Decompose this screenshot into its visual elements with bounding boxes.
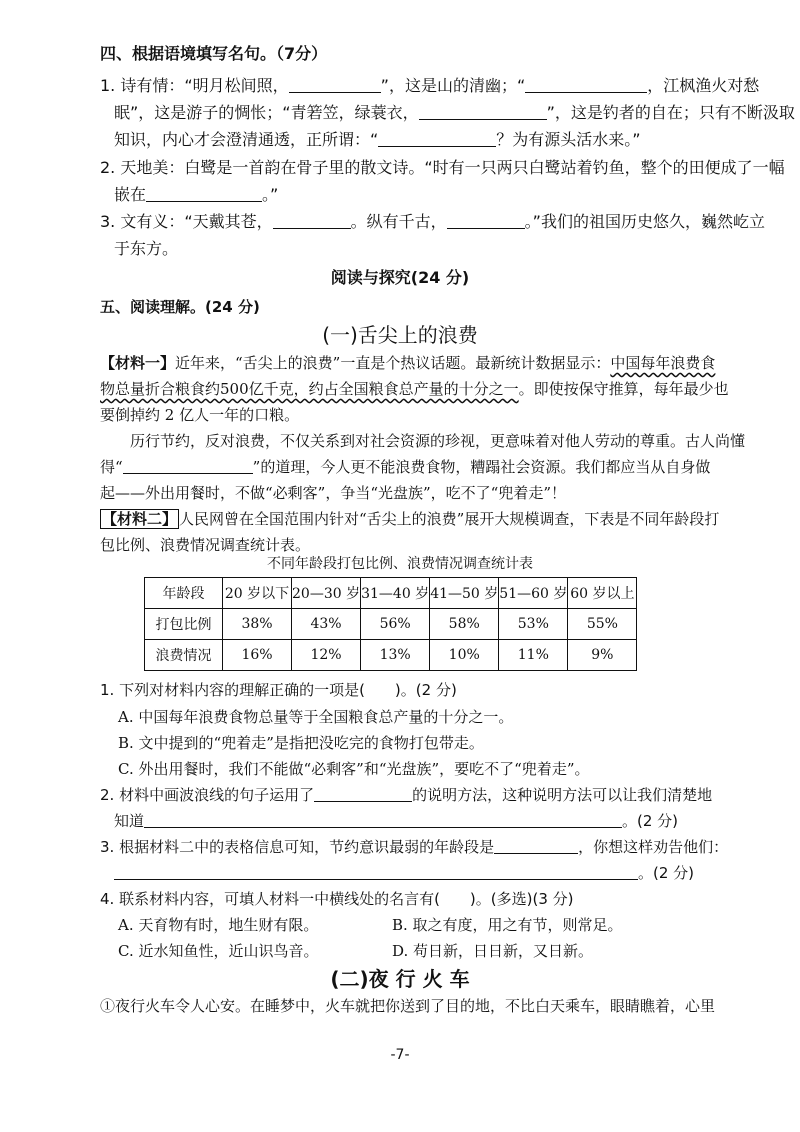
table-cell: 56% <box>361 609 430 640</box>
answer-blank[interactable] <box>447 213 525 229</box>
q2-line2 <box>114 811 678 831</box>
answer-blank[interactable] <box>273 213 351 229</box>
material2-line2: 包比例、浪费情况调查统计表。 <box>100 536 311 554</box>
text-seg: ”的道理，今人更不能浪费食物，糟蹋社会资源。我们都应当从自身做 <box>252 458 711 476</box>
table-caption: 不同年龄段打包比例、浪费情况调查统计表 <box>267 556 533 572</box>
q4-stem: 4. 联系材料内容，可填人材料一中横线处的名言有( )。(多选)(3 分) <box>100 890 574 908</box>
table-cell: 60 岁以上 <box>568 578 637 609</box>
text-seg: 。(2 分) <box>638 864 695 882</box>
text-seg: 3. 文有义：“天戴其苍， <box>100 212 273 231</box>
text-seg: ”，这是钓者的自在；只有不断汲取 <box>546 103 795 122</box>
table-cell: 20 岁以下 <box>223 578 292 609</box>
text-seg: 1. 诗有情：“明月松间照， <box>100 76 289 95</box>
text-seg: ，江枫渔火对愁 <box>647 76 760 95</box>
material1-line3: 要倒掉约 2 亿人一年的口粮。 <box>100 406 300 424</box>
table-cell: 20—30 岁 <box>292 578 361 609</box>
table-cell: 9% <box>568 640 637 671</box>
q1-option-b[interactable]: B. 文中提到的“兜着走”是指把没吃完的食物打包带走。 <box>118 734 484 752</box>
q3-line1 <box>100 837 728 857</box>
table-cell: 51—60 岁 <box>499 578 568 609</box>
part1-title: (一)舌尖上的浪费 <box>322 323 478 347</box>
section4-q1-line3 <box>114 130 641 150</box>
section5-heading: 五、阅读理解。(24 分) <box>100 298 260 316</box>
text-seg: 知识，内心才会澄清通透，正所谓：“ <box>114 130 379 149</box>
q1-option-c[interactable]: C. 外出用餐时，我们不能做“必剩客”和“光盘族”，要吃不了“兜着走”。 <box>118 760 590 778</box>
material1-line2 <box>100 379 729 399</box>
section4-q1-line1 <box>100 76 759 96</box>
material2-label: 【材料二】 <box>102 510 178 528</box>
text-seg: 2. 材料中画波浪线的句子运用了 <box>100 786 315 804</box>
wavy-sentence: 中国每年浪费食 <box>610 354 716 372</box>
q4-option-d[interactable]: D. 苟日新，日日新，又日新。 <box>392 942 594 960</box>
text-seg: 得“ <box>100 458 123 476</box>
text-seg: 眠”，这是游子的惆怅；“青箬笠，绿蓑衣， <box>114 103 419 122</box>
table-cell: 31—40 岁 <box>361 578 430 609</box>
text-seg: ”，这是山的清幽；“ <box>380 76 526 95</box>
text-seg: 知道 <box>114 812 145 830</box>
answer-blank[interactable] <box>144 812 622 828</box>
text-seg: 。” <box>262 185 279 204</box>
answer-blank[interactable] <box>494 838 578 854</box>
text-seg: 。纵有千古， <box>350 212 447 231</box>
stats-table <box>144 577 637 671</box>
text-seg: 。即使按保守推算，每年最少也 <box>518 380 729 398</box>
table-cell: 55% <box>568 609 637 640</box>
q4-option-b[interactable]: B. 取之有度，用之有节，则常足。 <box>392 916 623 934</box>
part2-title: (二)夜 行 火 车 <box>330 967 470 991</box>
text-seg: 。(2 分) <box>622 812 679 830</box>
material1-p2-line3: 起——外出用餐时，不做“必剩客”，争当“光盘族”，吃不了“兜着走”！ <box>100 484 567 502</box>
section4-q3-line1 <box>100 212 765 232</box>
table-cell: 12% <box>292 640 361 671</box>
answer-blank[interactable] <box>419 104 547 120</box>
answer-blank[interactable] <box>289 77 381 93</box>
table-cell: 13% <box>361 640 430 671</box>
answer-blank[interactable] <box>314 786 412 802</box>
material1-p2-line1: 历行节约，反对浪费，不仅关系到对社会资源的珍视，更意味着对他人劳动的尊重。古人尚懂 <box>130 432 746 450</box>
table-row <box>145 609 637 640</box>
section4-q3-line2: 于东方。 <box>114 239 179 258</box>
q3-line2 <box>114 863 694 883</box>
table-header-row <box>145 578 637 609</box>
text-seg: 3. 根据材料二中的表格信息可知，节约意识最弱的年龄段是 <box>100 838 495 856</box>
text-seg: 人民网曾在全国范围内针对“舌尖上的浪费”展开大规模调查，下表是不同年龄段打 <box>179 510 720 528</box>
answer-blank[interactable] <box>146 186 262 202</box>
text-seg: 嵌在 <box>114 185 147 204</box>
text-seg: 近年来，“舌尖上的浪费”一直是个热议话题。最新统计数据显示： <box>175 354 611 372</box>
page-number: -7- <box>390 1047 410 1063</box>
table-cell: 10% <box>430 640 499 671</box>
table-cell: 38% <box>223 609 292 640</box>
table-cell: 53% <box>499 609 568 640</box>
table-cell: 浪费情况 <box>145 640 223 671</box>
section4-heading: 四、根据语境填写名句。（7分） <box>100 44 328 63</box>
table-cell: 16% <box>223 640 292 671</box>
text-seg: 的说明方法，这种说明方法可以让我们清楚地 <box>412 786 713 804</box>
q2-line1 <box>100 785 712 805</box>
q4-option-a[interactable]: A. 天育物有时，地生财有限。 <box>118 916 319 934</box>
section4-q2-line2 <box>114 185 278 205</box>
table-cell: 58% <box>430 609 499 640</box>
q1-stem: 1. 下列对材料内容的理解正确的一项是( )。(2 分) <box>100 681 457 699</box>
table-cell: 年龄段 <box>145 578 223 609</box>
text-seg: ，你想这样劝告他们： <box>578 838 729 856</box>
text-seg: ？为有源头活水来。” <box>496 130 641 149</box>
q4-option-c[interactable]: C. 近水知鱼性，近山识鸟音。 <box>118 942 319 960</box>
material1-label: 【材料一】 <box>100 354 176 372</box>
answer-blank[interactable] <box>123 458 253 474</box>
wavy-sentence: 物总量折合粮食约500亿千克，约占全国粮食总产量的十分之一 <box>100 380 519 398</box>
answer-blank[interactable] <box>114 864 638 880</box>
table-cell: 41—50 岁 <box>430 578 499 609</box>
part2-paragraph1: ①夜行火车令人心安。在睡梦中，火车就把你送到了目的地，不比白天乘车，眼睛瞧着，心里 <box>100 997 716 1015</box>
text-seg: 。”我们的祖国历史悠久，巍然屹立 <box>524 212 765 231</box>
table-cell: 打包比例 <box>145 609 223 640</box>
table-cell: 43% <box>292 609 361 640</box>
answer-blank[interactable] <box>525 77 647 93</box>
material1-line1 <box>100 353 715 373</box>
answer-blank[interactable] <box>378 131 496 147</box>
material2-line1 <box>100 509 719 529</box>
section4-q2-line1: 2. 天地美：白鹭是一首韵在骨子里的散文诗。“时有一只两只白鹭站着钓鱼，整个的田便成了一幅 <box>100 158 785 177</box>
material1-p2-line2 <box>100 457 710 477</box>
q1-option-a[interactable]: A. 中国每年浪费食物总量等于全国粮食总产量的十分之一。 <box>118 708 514 726</box>
table-row <box>145 640 637 671</box>
reading-section-title: 阅读与探究(24 分) <box>330 268 470 287</box>
table-cell: 11% <box>499 640 568 671</box>
section4-q1-line2 <box>114 103 795 123</box>
